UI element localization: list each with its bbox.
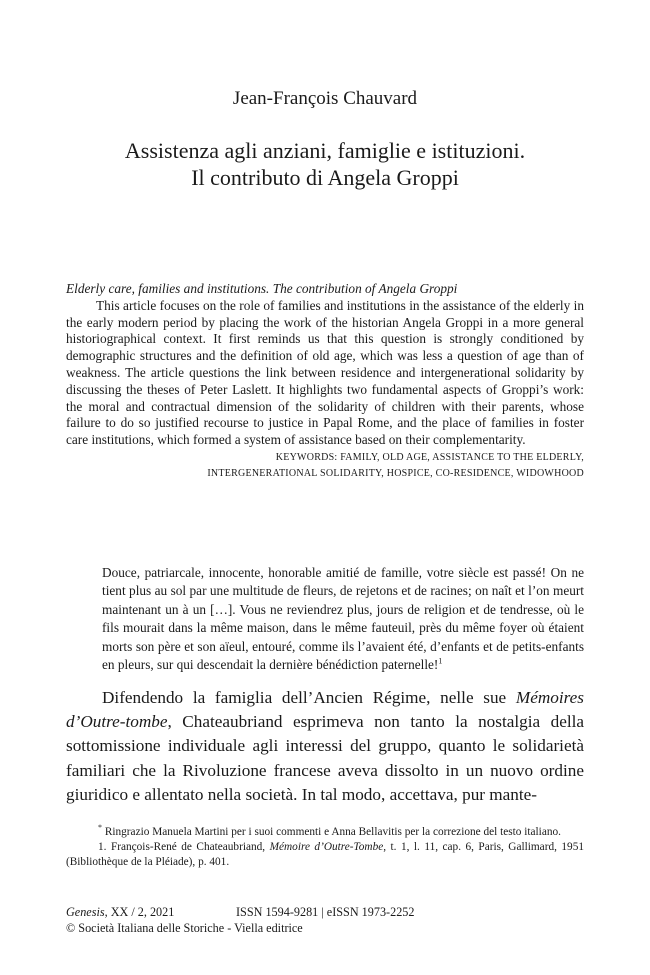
abstract-body: This article focuses on the role of families and institutions in the assistance of the elderly in the early modern period by placing the work of the historian Angela Groppi in a more general historiographical context. It first reminds us that this question is strongly conditioned by demographic structures and the definition of old age, which was less a question of age than of weakness. The article questions the link between residence and intergenerational solidarity by discussing the theses of Peter Laslett. It highlights two fundamental aspects of Groppi’s work: the moral and contractual dimension of the solidarity of children with their parents, whose failure to do so justified recourse to justice in Papal Rome, and the place of families in foster care institutions, which formed a system of assistance based on their complementarity. <box>66 297 584 448</box>
journal-issue: , XX / 2, 2021 <box>104 905 175 919</box>
body-paragraph <box>66 686 584 807</box>
body-work-title: Mémoires d’Outre-tombe <box>66 688 584 732</box>
footnote-star-text: Ringrazio Manuela Martini per i suoi commenti e Anna Bellavitis per la correzione del testo italiano. <box>102 826 561 838</box>
abstract-title: Elderly care, families and institutions. The contribution of Angela Groppi <box>66 281 458 296</box>
keywords-line-1: KEYWORDS: FAMILY, OLD AGE, ASSISTANCE TO THE ELDERLY, <box>275 451 584 463</box>
journal-issn: ISSN 1594-9281 | eISSN 1973-2252 <box>236 905 415 919</box>
journal-name: Genesis <box>66 905 105 919</box>
page-footer <box>66 905 584 936</box>
copyright-line: © Società Italiana delle Storiche - Viella editrice <box>66 920 303 935</box>
article-title <box>66 137 584 191</box>
footnote-1 <box>66 840 584 870</box>
footnote-1-suffix: , t. 1, l. 11, cap. 6, Paris, Gallimard, 1951 (Bibliothèque de la Pléiade), p. 401. <box>66 841 584 868</box>
quote-text: Douce, patriarcale, innocente, honorable amitié de famille, votre siècle est passé! On ne tient plus au sol par une multitude de fleurs, de rejetons et de racines; on naît et l’on meurt maintenant un à un […]. Vous ne reviendrez plus, jours de religion et de tendresse, où le fils mourait dans la même maison, dans le même fauteuil, près du même foyer où étaient morts son père et son aïeul, entouré, comme ils l’avaient été, d’enfants et de petits-enfants en pleurs, sur qui descendait la dernière bénédiction paternelle! <box>102 565 584 673</box>
keywords-line-2: INTERGENERATIONAL SOLIDARITY, HOSPICE, CO-RESIDENCE, WIDOWHOOD <box>207 468 584 480</box>
body-part-2: , Chateaubriand esprimeva non tanto la nostalgia della sottomissione individuale agli interessi del gruppo, quanto le solidarietà familiari che la Rivoluzione francese aveva dissolto in un nuovo ordine giuridico e allentato nella società. In tal modo, accettava, pur mante- <box>66 712 584 804</box>
abstract <box>66 281 584 483</box>
footnote-ref-1[interactable]: 1 <box>438 656 443 666</box>
article-page <box>66 0 584 975</box>
epigraph-quote <box>102 564 584 674</box>
article-author: Jean-François Chauvard <box>232 88 418 109</box>
footnote-1-prefix: 1. François-René de Chateaubriand, <box>98 841 270 853</box>
footnote-star-mark: * <box>98 823 102 833</box>
footnote-star <box>66 825 584 840</box>
footer-line-1 <box>66 905 584 921</box>
title-line-2: Il contributo di Angela Groppi <box>191 165 459 190</box>
body-part-1: Difendendo la famiglia dell’Ancien Régime, nelle sue <box>102 688 516 707</box>
footnotes <box>66 825 584 870</box>
title-line-1: Assistenza agli anziani, famiglie e istituzioni. <box>124 138 526 163</box>
keywords <box>66 450 584 483</box>
footnote-1-title: Mémoire d’Outre-Tombe <box>269 841 384 853</box>
